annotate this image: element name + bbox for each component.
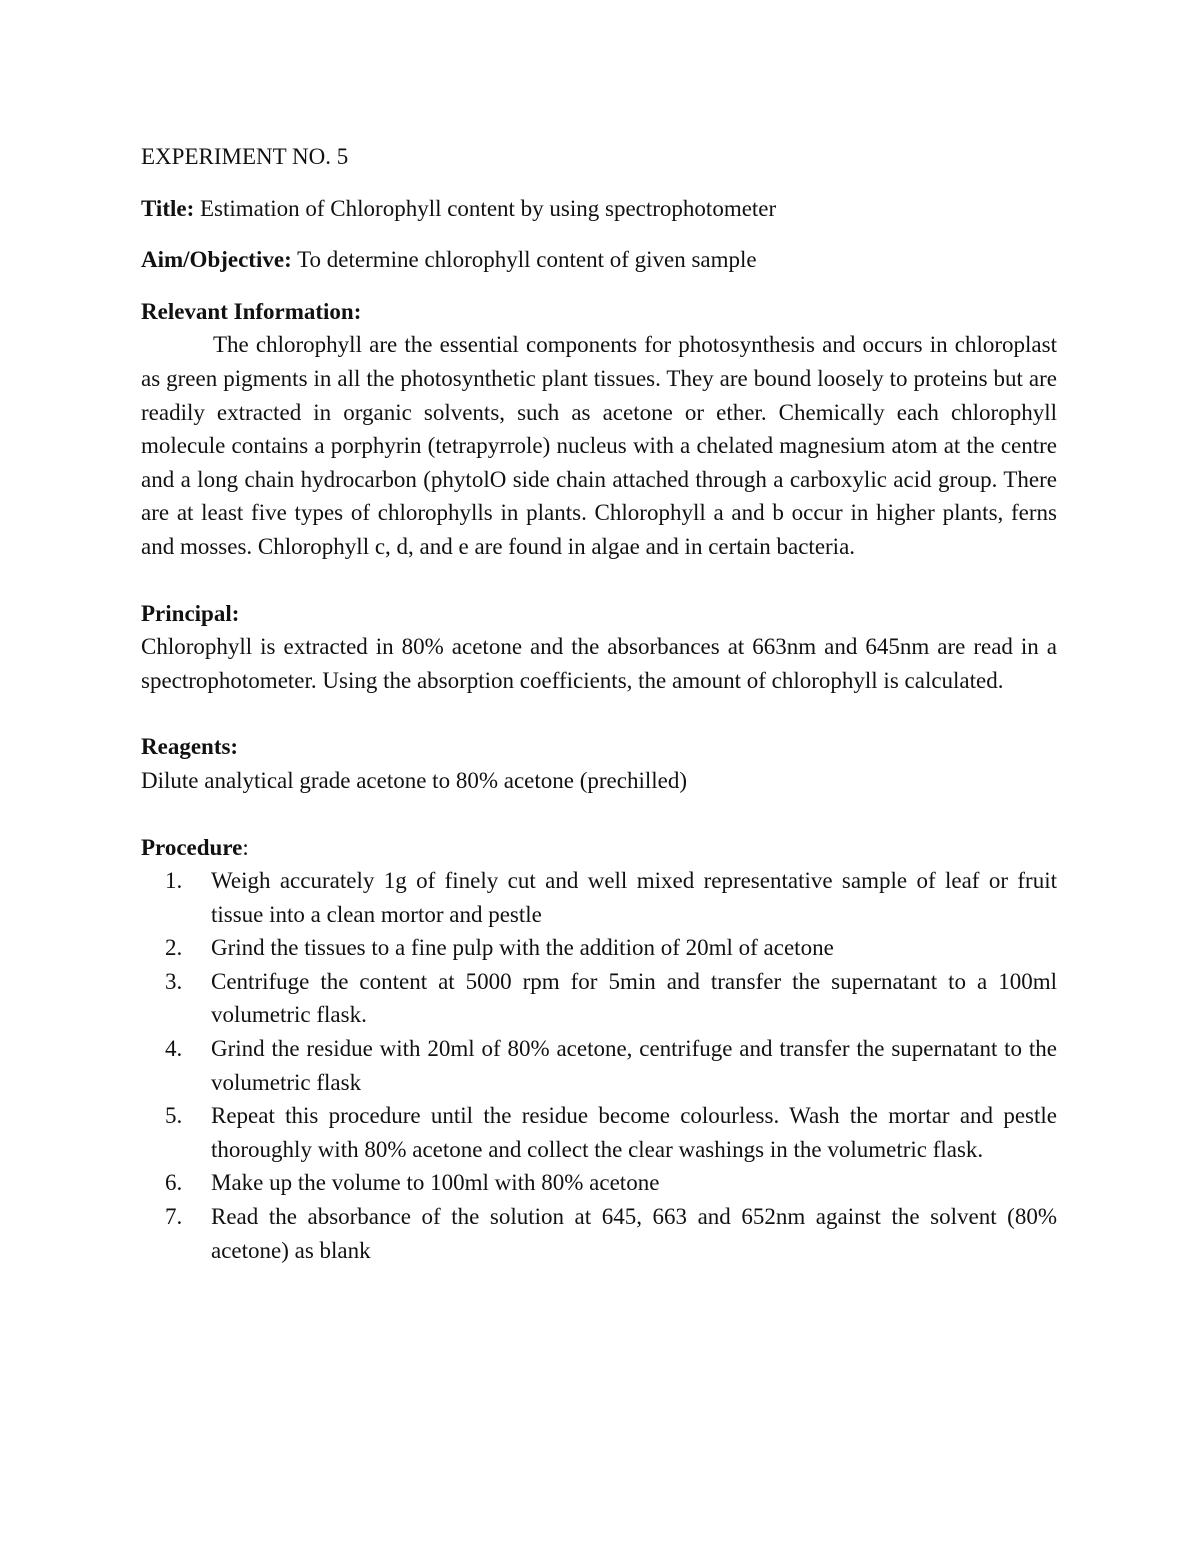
step-number: 2.	[165, 935, 183, 961]
title-field	[141, 192, 1057, 226]
procedure-label: Procedure	[141, 834, 243, 860]
procedure-label-line	[141, 831, 1057, 865]
step-text: Grind the tissues to a fine pulp with the addition of 20ml of acetone	[211, 935, 834, 961]
step-text: Make up the volume to 100ml with 80% acetone	[211, 1170, 660, 1196]
relevant-information-label: Relevant Information:	[141, 298, 362, 324]
procedure-step	[141, 1200, 1057, 1267]
title-value: Estimation of Chlorophyll content by using spectrophotometer	[194, 195, 777, 221]
procedure-step	[141, 1099, 1057, 1166]
step-number: 3.	[165, 968, 183, 994]
aim-field	[141, 243, 1057, 277]
procedure-list	[141, 864, 1057, 1267]
aim-label: Aim/Objective:	[141, 247, 292, 273]
step-number: 1.	[165, 868, 183, 894]
step-text: Grind the residue with 20ml of 80% acetone, centrifuge and transfer the supernatant to the volumetric flask	[211, 1036, 1057, 1095]
aim-value: To determine chlorophyll content of given sample	[291, 247, 757, 273]
step-number: 7.	[165, 1204, 183, 1230]
step-text: Repeat this procedure until the residue become colourless. Wash the mortar and pestle thoroughly with 80% acetone and collect the clear washings in the volumetric flask.	[211, 1103, 1057, 1162]
step-number: 4.	[165, 1036, 183, 1062]
principal-label: Principal:	[141, 600, 240, 626]
reagents-text: Dilute analytical grade acetone to 80% acetone (prechilled)	[141, 767, 687, 793]
reagents-section	[141, 730, 1057, 797]
procedure-step	[141, 864, 1057, 931]
step-number: 5.	[165, 1103, 183, 1129]
reagents-label: Reagents:	[141, 734, 239, 760]
step-number: 6.	[165, 1170, 183, 1196]
relevant-information-section	[141, 295, 1057, 564]
step-text: Weigh accurately 1g of finely cut and well mixed representative sample of leaf or fruit tissue into a clean mortor and pestle	[211, 868, 1057, 927]
step-text: Read the absorbance of the solution at 645, 663 and 652nm against the solvent (80% acetone) as blank	[211, 1204, 1057, 1263]
procedure-step	[141, 965, 1057, 1032]
document-page	[141, 140, 1057, 1267]
procedure-step	[141, 1166, 1057, 1200]
principal-section	[141, 597, 1057, 698]
principal-text: Chlorophyll is extracted in 80% acetone and the absorbances at 663nm and 645nm are read in a spectrophotometer. Using the absorption coefficients, the amount of chlorophyll is calculated.	[141, 634, 1057, 693]
procedure-step	[141, 931, 1057, 965]
step-text: Centrifuge the content at 5000 rpm for 5min and transfer the supernatant to a 100ml volumetric flask.	[211, 968, 1057, 1028]
experiment-heading: EXPERIMENT NO. 5	[141, 144, 349, 169]
relevant-information-text: The chlorophyll are the essential components for photosynthesis and occurs in chloroplast as green pigments in all the photosynthetic plant tissues. They are bound loosely to proteins but are readily extracted in organic solvents, such as acetone or ether. Chemically each chlorophyll molecule contains a porphyrin (tetrapyrrole) nucleus with a chelated magnesium atom at the centre and a long chain hydrocarbon (phytolO side chain attached through a carboxylic acid group. There are at least five types of chlorophylls in plants. Chlorophyll a and b occur in higher plants, ferns and mosses. Chlorophyll c, d, and e are found in algae and in certain bacteria.	[141, 332, 1057, 559]
procedure-colon: :	[242, 834, 249, 860]
procedure-section	[141, 831, 1057, 1268]
title-label: Title:	[141, 195, 195, 221]
procedure-step	[141, 1032, 1057, 1099]
